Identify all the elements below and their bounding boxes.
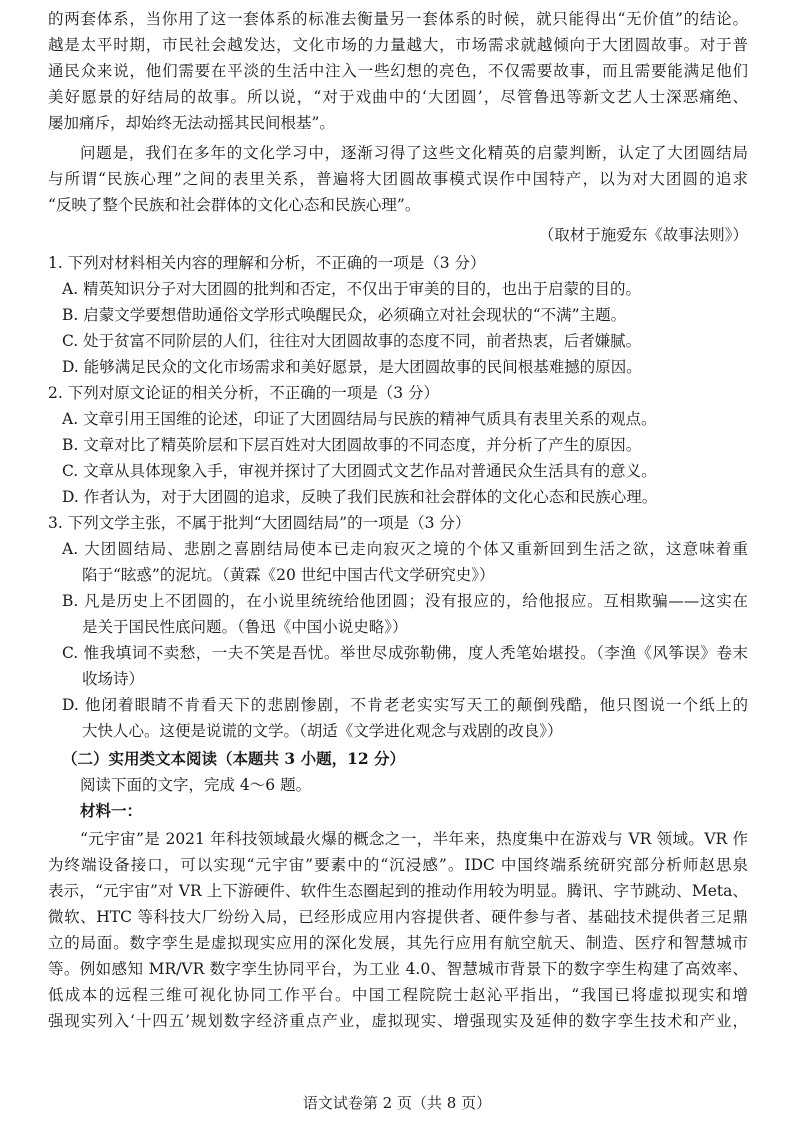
material-line: 等。例如感知 MR/VR 数字孪生协同平台，为工业 4.0、智慧城市背景下的数字孪生构建了高效率、 <box>48 960 748 978</box>
question-1-option-b: B. 启蒙文学要想借助通俗文学形式唤醒民众，必须确立对社会现状的“不满”主题。 <box>62 306 627 324</box>
passage-line: 越是太平时期，市民社会越发达，文化市场的力量越大，市场需求就越倾向于大团圆故事。对于普 <box>48 36 748 54</box>
question-3-option-c: C. 惟我填词不卖愁，一夫不笑是吾忧。举世尽成弥勒佛，度人秃笔始堪投。（李渔《风筝误》卷末 <box>62 644 748 662</box>
question-3-option-c-cont: 收场诗） <box>82 670 145 688</box>
question-1-option-c: C. 处于贫富不同阶层的人们，往往对大团圆故事的态度不同，前者热衷，后者嫌腻。 <box>62 332 642 350</box>
material-line: 强现实列入‘十四五’规划数字经济重点产业，虚拟现实、增强现实及延伸的数字孪生技术和产业， <box>48 1012 748 1030</box>
passage-line: 与所谓“民族心理”之间的表里关系，普遍将大团圆故事模式误作中国特产，以为对大团圆的追求 <box>48 170 748 188</box>
question-3-stem: 3. 下列文学主张，不属于批判“大团圆结局”的一项是（3 分） <box>48 514 471 532</box>
question-2-option-c: C. 文章从具体现象入手，审视并探讨了大团圆式文艺作品对普通民众生活具有的意义。 <box>62 462 657 480</box>
question-3-option-b-cont: 是关于国民性底问题。（鲁迅《中国小说史略》） <box>82 618 408 636</box>
question-1-option-d: D. 能够满足民众的文化市场需求和美好愿景，是大团圆故事的民间根基难撼的原因。 <box>62 358 642 376</box>
material-line: “元宇宙”是 2021 年科技领域最火爆的概念之一，半年来，热度集中在游戏与 VR 领域。VR 作 <box>80 830 748 848</box>
question-3-option-a-cont: 陷于“眩惑”的泥坑。（黄霖《20 世纪中国古代文学研究史》） <box>82 566 495 584</box>
question-2-option-b: B. 文章对比了精英阶层和下层百姓对大团圆故事的不同态度，并分析了产生的原因。 <box>62 436 642 454</box>
material-line: 表示，“元宇宙”对 VR 上下游硬件、软件生态圈起到的推动作用较为明显。腾讯、字节跳动、Meta、 <box>48 882 748 900</box>
passage-line: 屡加痛斥，却始终无法动摇其民间根基”。 <box>48 114 335 132</box>
section-title: （二）实用类文本阅读（本题共 3 小题，12 分） <box>62 749 406 768</box>
passage-line: 的两套体系，当你用了这一套体系的标准去衡量另一套体系的时候，就只能得出“无价值”的结论。 <box>48 10 748 28</box>
passage-line: “反映了整个民族和社会群体的文化心态和民族心理”。 <box>48 196 421 214</box>
question-1-option-a: A. 精英知识分子对大团圆的批判和否定，不仅出于审美的目的，也出于启蒙的目的。 <box>62 280 642 298</box>
question-2-option-d: D. 作者认为，对于大团圆的追求，反映了我们民族和社会群体的文化心态和民族心理。 <box>62 488 658 506</box>
question-2-stem: 2. 下列对原文论证的相关分析，不正确的一项是（3 分） <box>48 384 440 402</box>
question-2-option-a: A. 文章引用王国维的论述，印证了大团圆结局与民族的精神气质具有表里关系的观点。 <box>62 410 657 428</box>
question-3-option-b: B. 凡是历史上不团圆的，在小说里统统给他团圆；没有报应的，给他报应。互相欺骗——这实在 <box>62 592 748 610</box>
source-citation: （取材于施爱东《故事法则》） <box>538 226 748 244</box>
passage-line: 美好愿景的好结局的故事。所以说，“对于戏曲中的‘大团圆’，尽管鲁迅等新文艺人士深恶痛绝、 <box>48 88 748 106</box>
question-3-option-d: D. 他闭着眼睛不肯看天下的悲剧惨剧，不肯老老实实写天工的颠倒残酷，他只图说一个纸上的 <box>62 696 748 714</box>
passage-line: 通民众来说，他们需要在平淡的生活中注入一些幻想的亮色，不仅需要故事，而且需要能满足他们 <box>48 62 748 80</box>
material-line: 立的局面。数字孪生是虚拟现实应用的深化发展，其先行应用有航空航天、制造、医疗和智慧城市 <box>48 934 748 952</box>
page-footer: 语文试卷第 2 页（共 8 页） <box>302 1094 492 1112</box>
question-3-option-a: A. 大团圆结局、悲剧之喜剧结局使本已走向寂灭之境的个体又重新回到生活之欲，这意味着重 <box>62 540 748 558</box>
material-line: 微软、HTC 等科技大厂纷纷入局，已经形成应用内容提供者、硬件参与者、基础技术提供者三足鼎 <box>48 908 748 926</box>
material-line: 低成本的远程三维可视化协同工作平台。中国工程院院士赵沁平指出，“我国已将虚拟现实和增 <box>48 986 748 1004</box>
section-instruction: 阅读下面的文字，完成 4～6 题。 <box>80 776 312 794</box>
material-line: 为终端设备接口，可以实现“元宇宙”要素中的“沉浸感”。IDC 中国终端系统研究部分析师赵思泉 <box>48 856 748 874</box>
question-3-option-d-cont: 大快人心。这便是说谎的文学。（胡适《文学进化观念与戏剧的改良》） <box>82 722 563 740</box>
question-1-stem: 1. 下列对材料相关内容的理解和分析，不正确的一项是（3 分） <box>48 254 486 272</box>
material-label: 材料一： <box>80 801 143 820</box>
passage-line: 问题是，我们在多年的文化学习中，逐渐习得了这些文化精英的启蒙判断，认定了大团圆结局 <box>80 144 748 162</box>
